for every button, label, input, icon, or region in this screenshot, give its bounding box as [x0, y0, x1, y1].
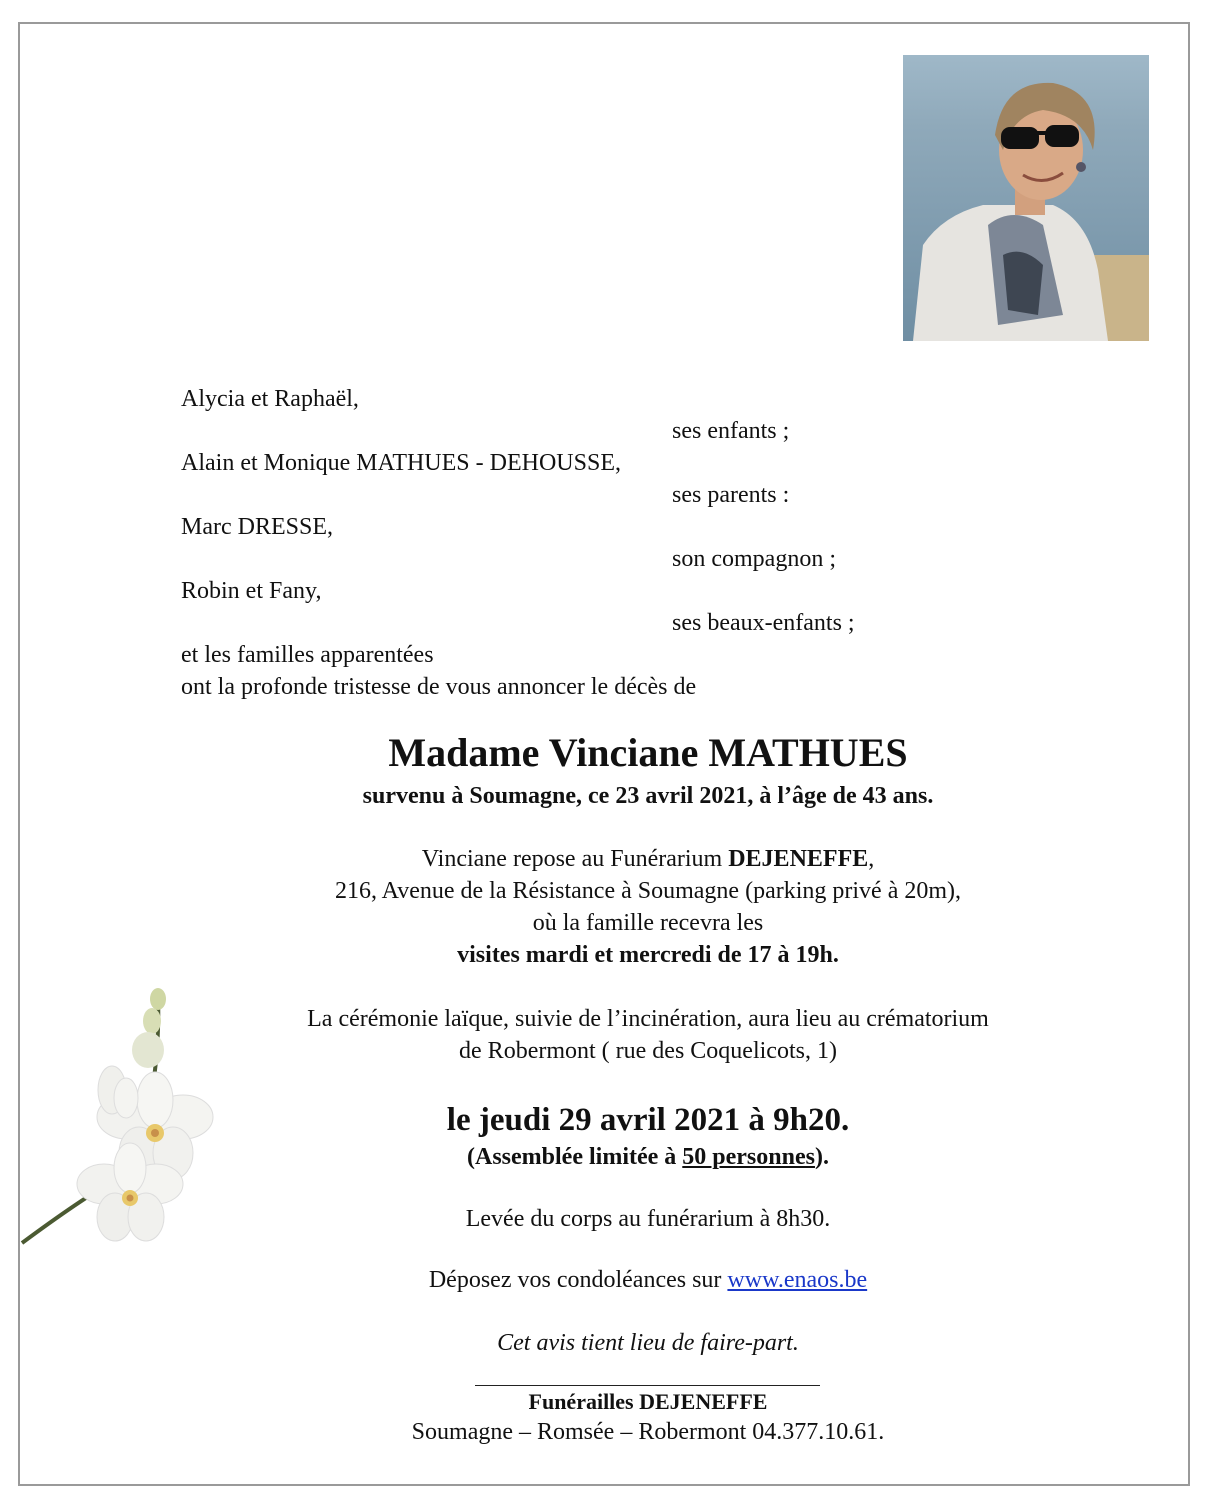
condolences-link[interactable]: www.enaos.be — [727, 1267, 868, 1293]
death-info: survenu à Soumagne, ce 23 avril 2021, à l’âge de 43 ans. — [362, 783, 934, 809]
assembly-limit-line — [200, 1141, 1096, 1173]
portrait-photo — [903, 55, 1149, 341]
condolences-prefix: Déposez vos condoléances sur — [428, 1267, 728, 1293]
ceremony-line-2: de Robermont ( rue des Coquelicots, 1) — [459, 1038, 837, 1064]
family-relation-3: son compagnon ; — [672, 546, 836, 572]
repose-suffix: , — [868, 846, 875, 872]
intro-line-2: ont la profonde tristesse de vous annoncer le décès de — [181, 674, 697, 700]
levee-info: Levée du corps au funérarium à 8h30. — [465, 1206, 831, 1232]
footer-company: Funérailles DEJENEFFE — [528, 1389, 768, 1414]
repose-prefix: Vinciane repose au Funérarium — [421, 846, 729, 872]
footer-locations: Soumagne – Romsée – Robermont 04.377.10.61. — [411, 1419, 885, 1445]
assembly-suffix: ). — [814, 1144, 829, 1170]
family-names-2: Alain et Monique MATHUES - DEHOUSSE, — [181, 450, 621, 476]
repose-address: 216, Avenue de la Résistance à Soumagne (parking privé à 20m), — [334, 878, 962, 904]
intro-line-1: et les familles apparentées — [181, 642, 434, 668]
family-names-1: Alycia et Raphaël, — [181, 386, 359, 412]
assembly-prefix: (Assemblée limitée à — [467, 1144, 683, 1170]
ceremony-line-1: La cérémonie laïque, suivie de l’incinération, aura lieu au crématorium — [307, 1006, 989, 1032]
funerarium-name: DEJENEFFE — [728, 846, 869, 872]
assembly-limit: 50 personnes — [682, 1144, 815, 1170]
ceremony-date: le jeudi 29 avril 2021 à 9h20. — [446, 1102, 850, 1138]
visits-info: visites mardi et mercredi de 17 à 19h. — [457, 942, 839, 968]
faire-part-note: Cet avis tient lieu de faire-part. — [497, 1330, 799, 1356]
orchid-icon — [20, 985, 240, 1250]
family-relation-1: ses enfants ; — [672, 418, 790, 444]
family-names-3: Marc DRESSE, — [181, 514, 333, 540]
repose-line-3: où la famille recevra les — [532, 910, 764, 936]
family-relation-2: ses parents : — [672, 482, 790, 508]
repose-line-1 — [200, 843, 1096, 875]
family-names-4: Robin et Fany, — [181, 578, 322, 604]
condolences-line — [200, 1264, 1096, 1296]
family-relation-4: ses beaux-enfants ; — [672, 610, 855, 636]
deceased-name: Madame Vinciane MATHUES — [388, 730, 908, 775]
